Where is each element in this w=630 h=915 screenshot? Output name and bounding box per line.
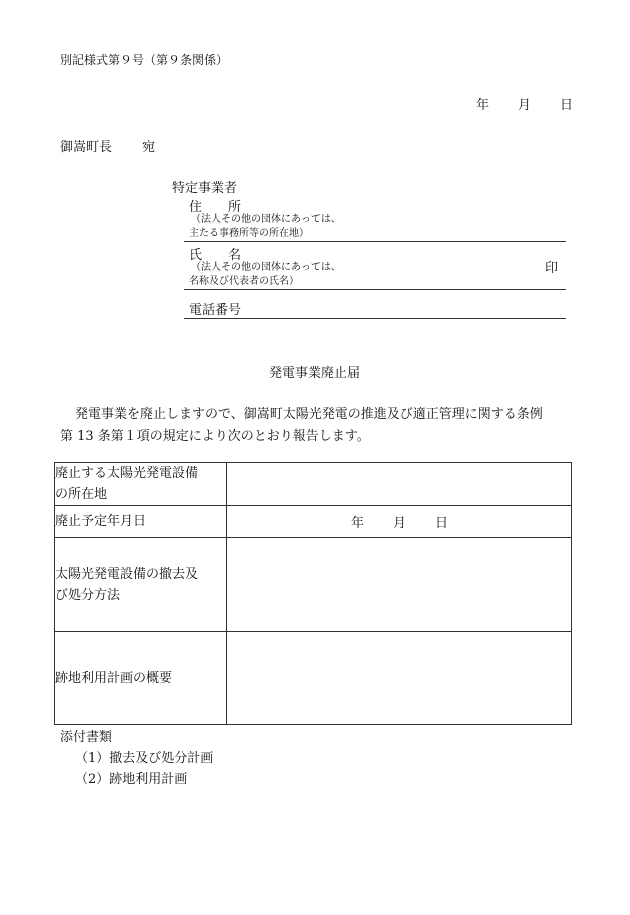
body-line-2: 第 13 条第１項の規定により次のとおり報告します。 <box>60 429 370 444</box>
disposal-label-line-2: び処分方法 <box>55 587 121 603</box>
land-use-label-cell <box>55 632 227 725</box>
address-note-1: （法人その他の団体にあっては、 <box>191 214 341 225</box>
date-line <box>476 94 574 113</box>
row-date-day: 日 <box>435 515 449 531</box>
name-note-2: 名称及び代表者の氏名） <box>189 276 299 287</box>
address-underline <box>184 241 566 242</box>
phone-label: 電話番号 <box>189 303 242 318</box>
location-label-line-2: の所在地 <box>55 487 108 502</box>
date-label-cell <box>55 506 227 538</box>
table-row-date <box>55 506 572 538</box>
attachment-item-2: （2）跡地利用計画 <box>75 772 188 787</box>
row-date-month: 月 <box>393 515 407 531</box>
attachment-item-1: （1）撤去及び処分計画 <box>75 751 214 766</box>
table-row-disposal <box>55 538 572 632</box>
disposal-label-cell <box>55 538 227 632</box>
date-value-cell[interactable] <box>227 506 572 538</box>
name-label: 氏 名 <box>189 248 242 263</box>
address-note-2: 主たる事務所等の所在地） <box>189 228 309 239</box>
phone-underline <box>184 318 566 319</box>
date-year: 年 <box>476 98 490 113</box>
date-day: 日 <box>560 98 574 113</box>
row-date-year: 年 <box>351 515 365 531</box>
document-title: 発電事業廃止届 <box>269 366 361 381</box>
table-row-location <box>55 463 572 506</box>
name-underline <box>184 289 566 290</box>
applicant-heading: 特定事業者 <box>172 181 238 196</box>
land-use-label: 跡地利用計画の概要 <box>55 670 173 686</box>
location-label-line-1: 廃止する太陽光発電設備 <box>55 466 199 481</box>
land-use-value-cell[interactable] <box>227 632 572 725</box>
location-label-cell <box>55 463 227 506</box>
table-row-land-use <box>55 632 572 725</box>
seal-mark: 印 <box>545 261 559 276</box>
location-value-cell[interactable] <box>227 463 572 506</box>
date-label: 廃止予定年月日 <box>55 514 147 529</box>
disposal-label-line-1: 太陽光発電設備の撤去及 <box>55 566 199 582</box>
date-month: 月 <box>518 98 532 113</box>
report-table <box>54 462 572 725</box>
form-number: 別記様式第９号（第９条関係） <box>60 53 229 67</box>
addressee-office: 御嵩町長 <box>60 140 113 155</box>
name-note-1: （法人その他の団体にあっては、 <box>191 262 341 273</box>
address-label: 住 所 <box>189 200 242 215</box>
addressee-suffix: 宛 <box>142 140 156 155</box>
body-line-1: 発電事業を廃止しますので、御嵩町太陽光発電の推進及び適正管理に関する条例 <box>75 407 543 422</box>
attachments-heading: 添付書類 <box>60 730 113 745</box>
disposal-value-cell[interactable] <box>227 538 572 632</box>
